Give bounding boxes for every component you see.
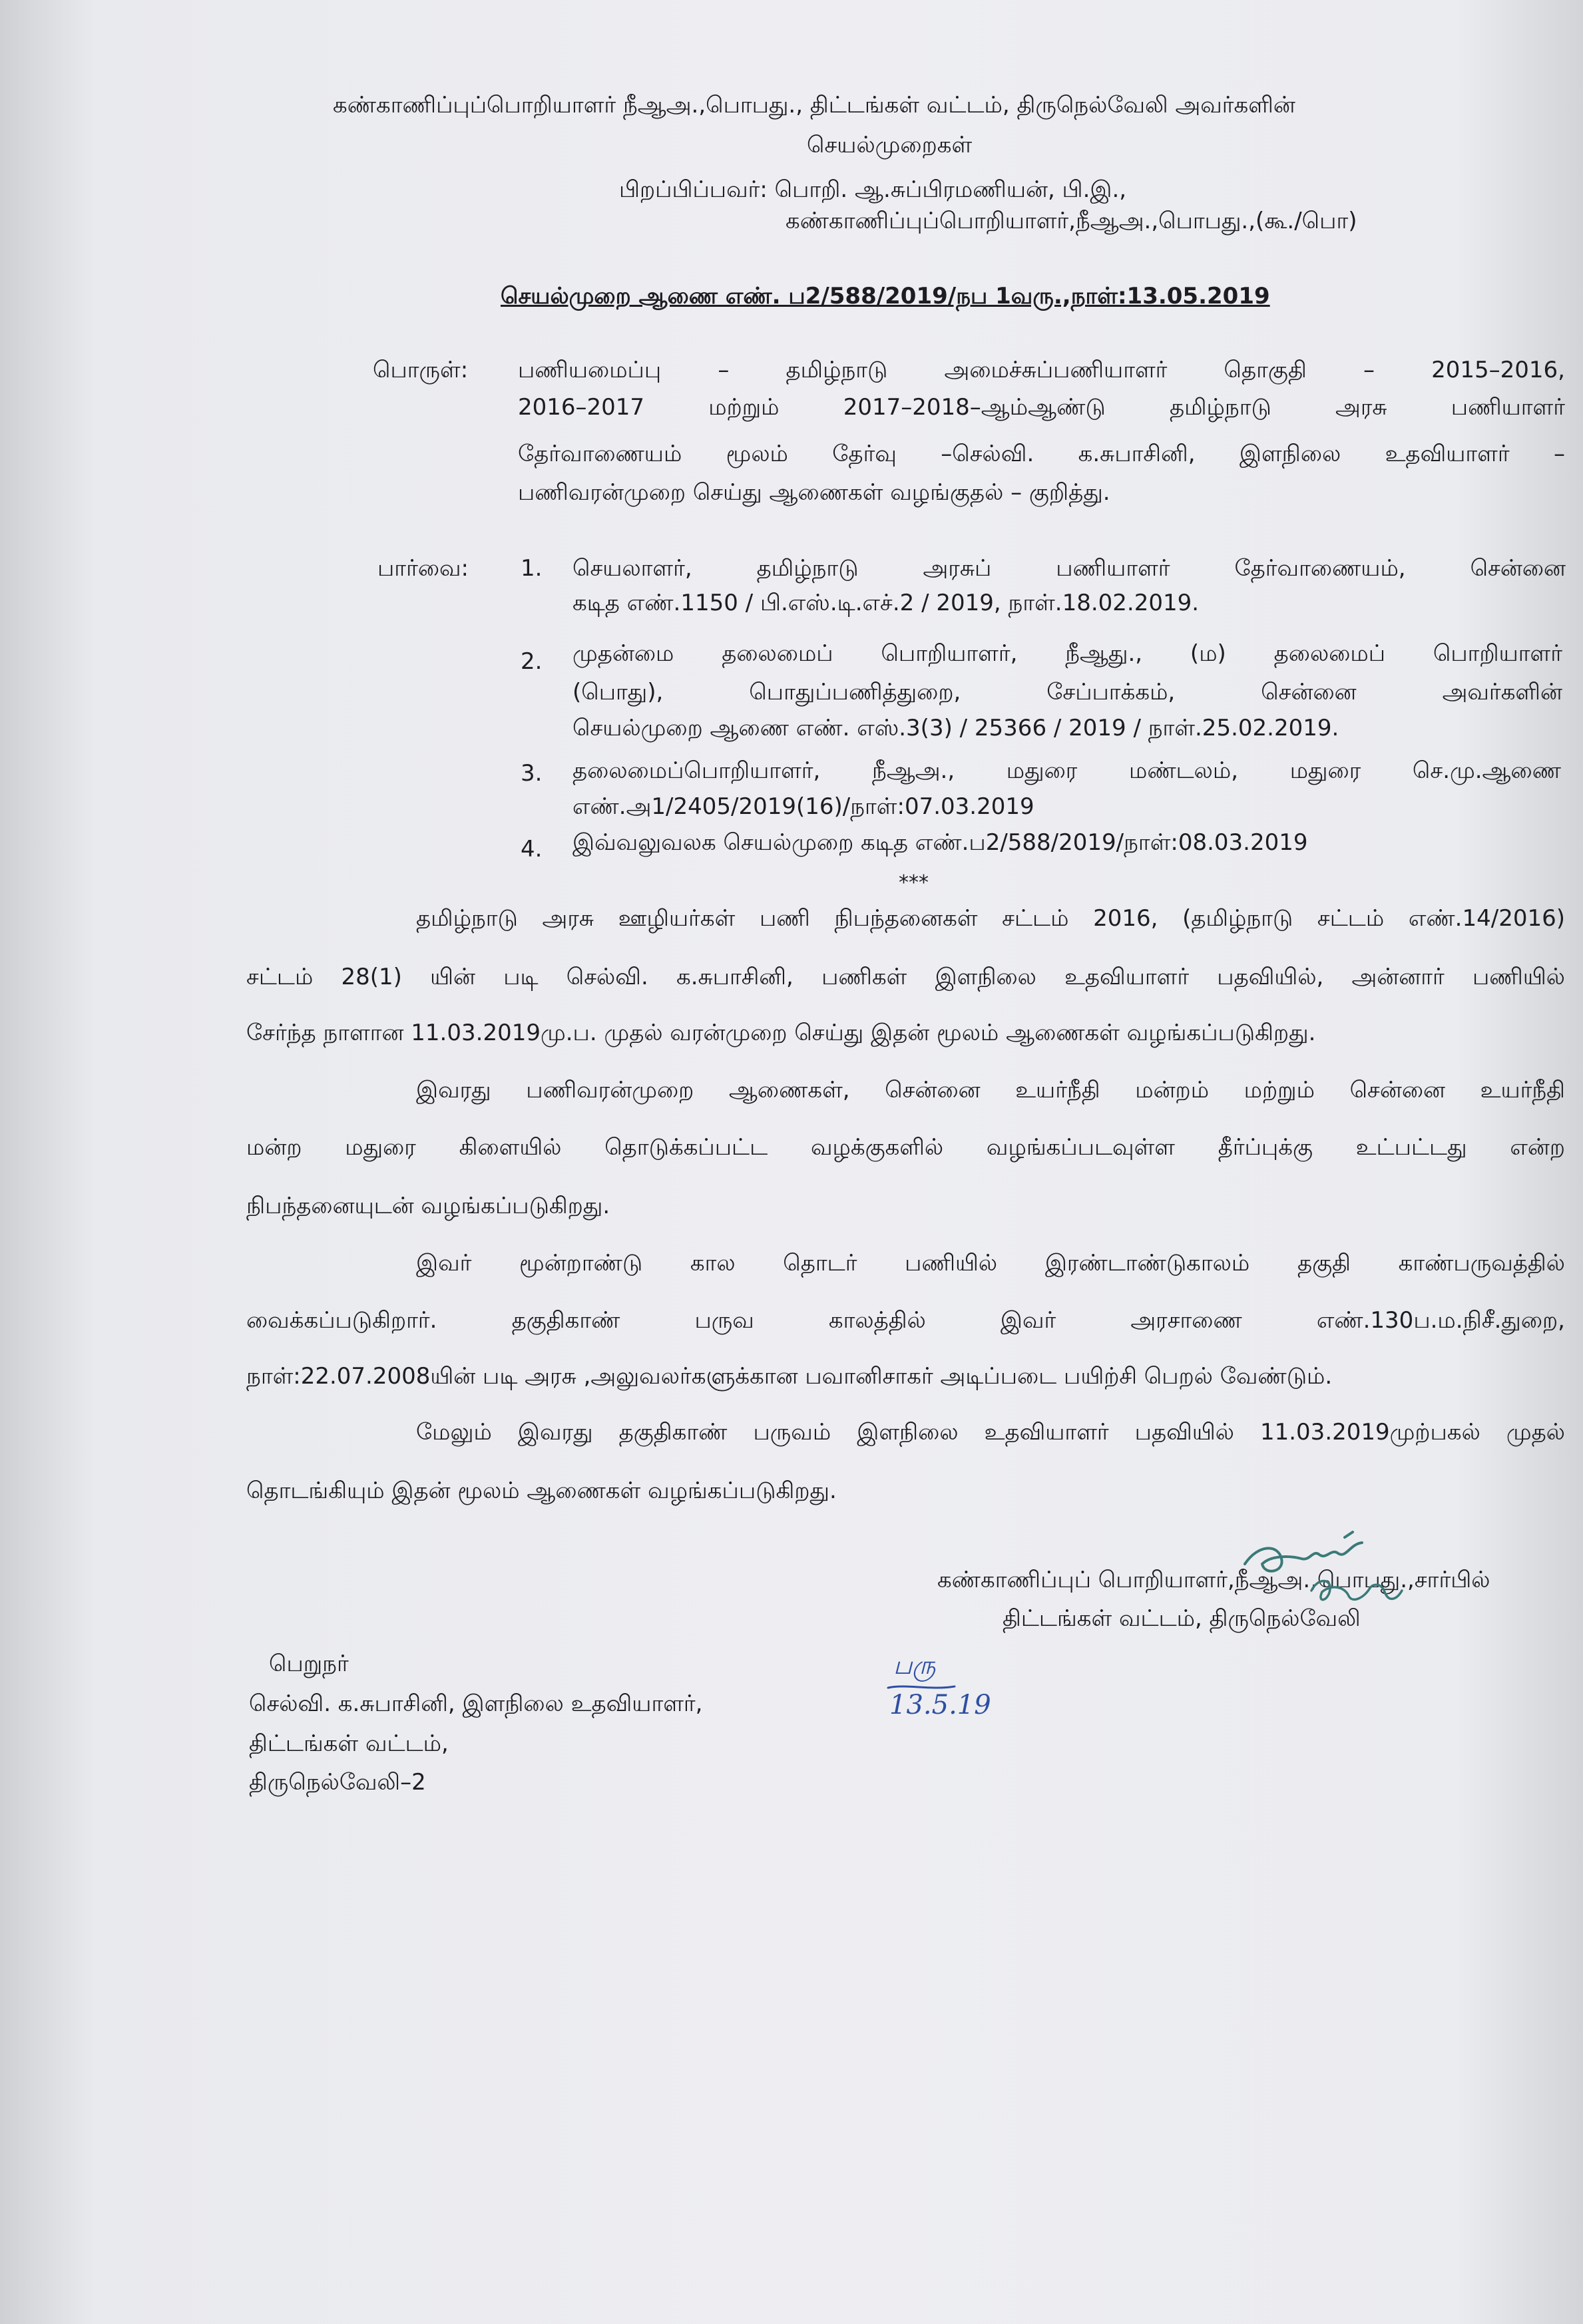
reference-line: தலைமைப்பொறியாளர், நீஆஅ., மதுரை மண்டலம், மதுரை செ.மு.ஆணை [572,757,1561,784]
reference-line: (பொது), பொதுப்பணித்துறை, சேப்பாக்கம், சென்னை அவர்களின் [572,679,1562,705]
paragraph-line: சட்டம் 28(1) யின் படி செல்வி. க.சுபாசினி, பணிகள் இளநிலை உதவியாளர் பதவியில், அன்னார் பணியில் [246,964,1565,990]
paragraph-line: தமிழ்நாடு அரசு ஊழியர்கள் பணி நிபந்தனைகள் சட்டம் 2016, (தமிழ்நாடு சட்டம் எண்.14/2016) [416,905,1565,932]
separator: *** [899,871,929,894]
reference-line: இவ்வலுவலக செயல்முறை கடித எண்.ப2/588/2019/நாள்:08.03.2019 [572,829,1308,856]
paragraph-line: மன்ற மதுரை கிளையில் தொடுக்கப்பட்ட வழக்குகளில் வழங்கப்படவுள்ள தீர்ப்புக்கு உட்பட்டது என்ற [246,1134,1565,1161]
reference-line: முதன்மை தலைமைப் பொறியாளர், நீஆது., (ம) தலைமைப் பொறியாளர் [572,640,1562,667]
subject-line: பணிவரன்முறை செய்து ஆணைகள் வழங்குதல் – குறித்து. [518,479,1110,506]
paragraph-line: சேர்ந்த நாளான 11.03.2019மு.ப. முதல் வரன்முறை செய்து இதன் மூலம் ஆணைகள் வழங்கப்படுகிறது. [246,1020,1316,1046]
paragraph-line: தொடங்கியும் இதன் மூலம் ஆணைகள் வழங்கப்படுகிறது. [246,1477,837,1504]
references-label: பார்வை: [377,555,469,582]
subject-line: தேர்வாணையம் மூலம் தேர்வு –செல்வி. க.சுபாசினி, இளநிலை உதவியாளர் – [518,441,1565,467]
recipient-line: திட்டங்கள் வட்டம், [249,1730,449,1757]
paragraph-line: இவர் மூன்றாண்டு கால தொடர் பணியில் இரண்டாண்டுகாலம் தகுதி காண்பருவத்தில் [416,1250,1565,1276]
order-title: செயல்முறை ஆணை எண். ப2/588/2019/நப 1வரு.,நாள்:13.05.2019 [501,283,1270,309]
subject-line: பணியமைப்பு – தமிழ்நாடு அமைச்சுப்பணியாளர் தொகுதி – 2015–2016, [518,357,1565,383]
reference-line: கடித எண்.1150 / பி.எஸ்.டி.எச்.2 / 2019, நாள்.18.02.2019. [572,590,1200,616]
paragraph-line: மேலும் இவரது தகுதிகாண் பருவம் இளநிலை உதவியாளர் பதவியில் 11.03.2019முற்பகல் முதல் [416,1419,1565,1446]
handwritten-date: 13.5.19 [889,1690,991,1720]
subject-label: பொருள்: [373,357,469,383]
paragraph-line: வைக்கப்படுகிறார். தகுதிகாண் பருவ காலத்தில் இவர் அரசாணை எண்.130ப.ம.நிசீ.துறை, [246,1307,1565,1334]
header-line-2: செயல்முறைகள் [807,132,973,158]
paragraph-line: இவரது பணிவரன்முறை ஆணைகள், சென்னை உயர்நீதி மன்றம் மற்றும் சென்னை உயர்நீதி [416,1077,1565,1103]
paragraph-line: நாள்:22.07.2008யின் படி அரசு ,அலுவலர்களுக்கான பவானிசாகர் அடிப்படை பயிற்சி பெறல் வேண்டும். [246,1363,1333,1390]
header-line-1: கண்காணிப்புப்பொறியாளர் நீஆஅ.,பொபது., திட்டங்கள் வட்டம், திருநெல்வேலி அவர்களின் [333,92,1295,118]
reference-line: செயலாளர், தமிழ்நாடு அரசுப் பணியாளர் தேர்வாணையம், சென்னை [572,555,1566,582]
reference-number: 3. [521,760,543,787]
reference-line: எண்.அ1/2405/2019(16)/நாள்:07.03.2019 [572,793,1034,820]
recipient-line: செல்வி. க.சுபாசினி, இளநிலை உதவியாளர், [249,1690,703,1717]
reference-line: செயல்முறை ஆணை எண். எஸ்.3(3) / 25366 / 2019 / நாள்.25.02.2019. [572,715,1339,741]
reference-number: 1. [521,555,543,582]
reference-number: 2. [521,648,543,675]
signature-line-2: திட்டங்கள் வட்டம், திருநெல்வேலி [1003,1605,1361,1632]
recipient-line: திருநெல்வேலி–2 [249,1769,426,1796]
signature-line-1: கண்காணிப்புப் பொறியாளர்,நீஆஅ.,பொபது.,சார்பில் [937,1567,1490,1593]
subject-line: 2016–2017 மற்றும் 2017–2018–ஆம்ஆண்டு தமிழ்நாடு அரசு பணியாளர் [518,394,1565,421]
reference-number: 4. [521,836,543,863]
issuer-title: கண்காணிப்புப்பொறியாளர்,நீஆஅ.,பொபது.,(கூ./பொ) [786,208,1357,234]
recipient-label: பெறுநர் [269,1650,349,1677]
handwritten-signature [1232,1517,1445,1637]
handwritten-initials: பரு [893,1650,936,1680]
issuer-line: பிறப்பிப்பவர்: பொறி. ஆ.சுப்பிரமணியன், பி.இ., [619,176,1127,203]
paragraph-line: நிபந்தனையுடன் வழங்கப்படுகிறது. [246,1193,610,1219]
